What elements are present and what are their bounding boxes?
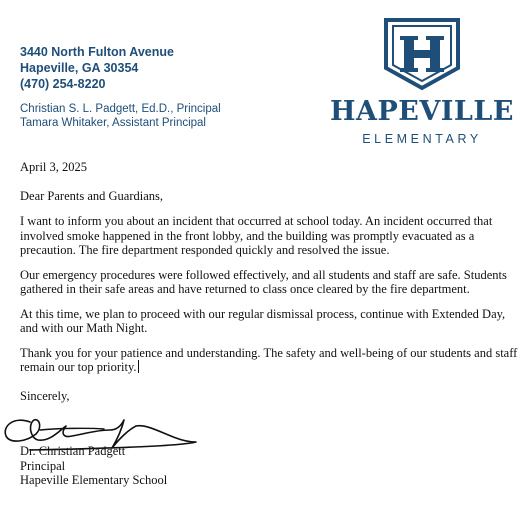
street-address: 3440 North Fulton Avenue xyxy=(20,45,174,59)
principal-line: Christian S. L. Padgett, Ed.D., Principal xyxy=(20,103,221,115)
signature-block xyxy=(20,444,167,488)
phone-number: (470) 254-8220 xyxy=(20,77,106,91)
closing: Sincerely, xyxy=(20,388,70,403)
signer-name: Dr. Christian Padgett xyxy=(20,444,126,458)
paragraph-thanks xyxy=(20,346,518,375)
logo-school-name: HAPEVILLE xyxy=(330,96,514,127)
paragraph-safety: Our emergency procedures were followed effectively, and all students and staff are safe. Students gathered in their safe areas and have returned to class once cleared by the fire department. xyxy=(20,267,507,296)
paragraph-dismissal: At this time, we plan to proceed with our regular dismissal process, continue with Extended Day, and with our Math Night. xyxy=(20,306,506,335)
salutation: Dear Parents and Guardians, xyxy=(20,188,164,203)
assistant-principal-line: Tamara Whitaker, Assistant Principal xyxy=(20,117,206,129)
logo-monogram: H xyxy=(421,34,423,35)
paragraph-thanks-text: Thank you for your patience and understanding. The safety and well-being of our students and staff remain our top priority. xyxy=(20,345,518,374)
signer-organization: Hapeville Elementary School xyxy=(20,473,168,487)
letter-date: April 3, 2025 xyxy=(20,160,88,174)
logo-subtitle: ELEMENTARY xyxy=(362,132,482,146)
letterhead xyxy=(20,44,320,130)
city-state-zip: Hapeville, GA 30354 xyxy=(20,61,139,75)
paragraph-incident: I want to inform you about an incident that occurred at school today. An incident occurred that involved smoke happened in the front lobby, and the building was promptly evacuated as a precaution. The fire department responded quickly and resolved the issue. xyxy=(20,214,493,257)
shield-monogram-icon xyxy=(382,16,462,92)
letter-body xyxy=(20,160,518,403)
signer-title: Principal xyxy=(20,458,66,473)
text-cursor xyxy=(138,360,139,373)
school-logo xyxy=(322,14,522,144)
